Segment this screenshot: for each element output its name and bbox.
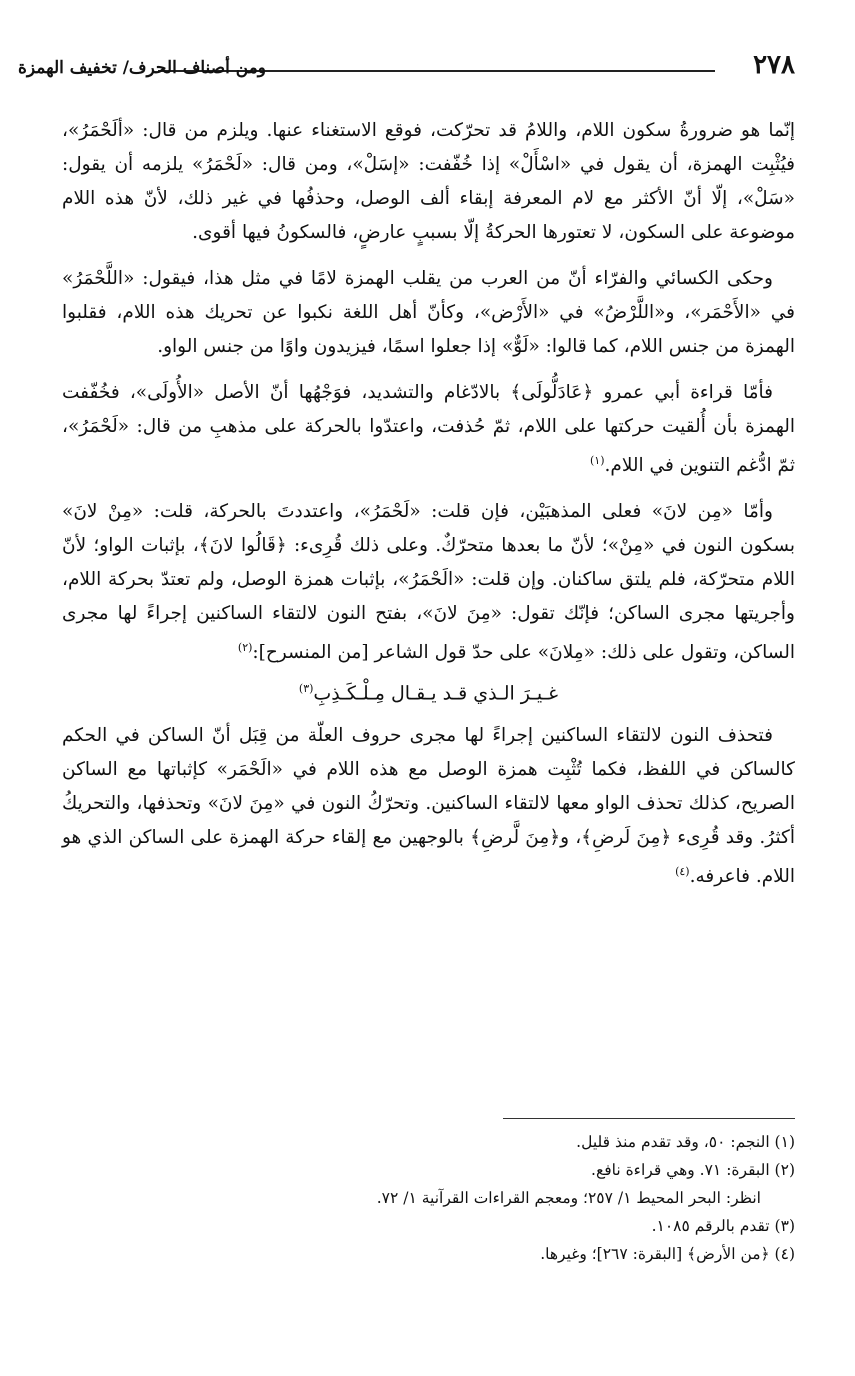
- footnote-ref-2: (٢): [237, 641, 253, 655]
- verse-text: غـيـرَ الـذي قـد يـقـال مِـلْـكَـذِبِ: [313, 682, 559, 705]
- running-header: [18, 46, 795, 86]
- paragraph-2: [62, 262, 795, 364]
- footnote-4: (٤) ﴿من الأرض﴾ [البقرة: ٢٦٧]؛ وغيرها.: [540, 1245, 795, 1263]
- paragraph-4: [62, 495, 795, 670]
- paragraph-3-text: فأمّا قراءة أبي عمرو ﴿عَادَلُّولَى﴾ بالادّغام والتشديد، فوَجْهُها أنّ الأصل «الأُولَى»، فخُفّفت الهمزة بأن أُلقيت حركتها على اللام، ثمّ حُذفت، واعتدّوا بالحركة على مذهبِ من قال: «لَحْمَرُ»، ثمّ ادُّغم التنوين في اللام.: [62, 382, 795, 477]
- paragraph-5: [62, 719, 795, 894]
- footnote-2-reference: انظر: البحر المحيط ١/ ٢٥٧؛ ومعجم القراءات القرآنية ١/ ٧٢.: [376, 1189, 761, 1207]
- main-text: [62, 114, 795, 906]
- paragraph-4-text: وأمّا «مِن لانَ» فعلى المذهبَيْن، فإن قلت: «لَحْمَرُ»، واعتددتَ بالحركة، قلت: «مِنْ لانَ» بسكون النون في «مِنْ»؛ لأنّ ما بعدها متحرّكٌ. وعلى ذلك قُرِىء: ﴿قَالُوا لانَ﴾، بإثبات الواو؛ لأنّ اللام متحرّكة، فلم يلتق ساكنان. وإن قلت: «الَحْمَرُ»، بإثبات همزة الوصل، ولم تعتدّ بحركة اللام، وأجريتها مجرى الساكن؛ فإنّك تقول: «مِنَ لانَ»، بفتح النون لالتقاء الساكنين إجراءً لها مجرى الساكن، وتقول على ذلك: «مِلانَ» على حدّ قول الشاعر [من المنسرح]:: [62, 501, 795, 664]
- paragraph-2-text: وحكى الكسائي والفرّاء أنّ من العرب من يقلب الهمزة لامًا في مثل هذا، فيقول: «اللَّحْمَرُ» في «الأَحْمَر»، و«اللَّرْضُ» في «الأَرْض»، وكأنّ أهل اللغة نكبوا عن تحريك هذه اللام، فقلبوا الهمزة من جنس اللام، كما قالوا: «لَوٌّ» إذا جعلوا اسمًا، فيزيدون واوًا من جنس الواو.: [62, 268, 795, 357]
- footnote-1: (١) النجم: ٥٠، وقد تقدم منذ قليل.: [576, 1133, 795, 1151]
- paragraph-1: [62, 114, 795, 250]
- poetry-verse: [62, 682, 795, 704]
- footnote-ref-1: (١): [589, 454, 605, 467]
- paragraph-3: [62, 376, 795, 483]
- paragraph-5-text: فتحذف النون لالتقاء الساكنين إجراءً لها مجرى حروف العلّة من قِبَل أنّ الساكن في الحكم كالساكن في اللفظ، فكما تُثْبِت همزة الوصل مع هذه اللام في «الَحْمَر» كإثباتها مع الساكن الصريح، كذلك تحذف الواو معها لالتقاء الساكنين. وتحرّكُ النون في «مِنَ لانَ» وتحذفها، والتحريكُ أكثرُ. وقد قُرِىء ﴿مِنَ لَرضِ﴾، و﴿مِنَ لَّرضِ﴾ بالوجهين مع إلقاء حركة الهمزة على الساكن الذي هو اللام. فاعرفه.: [62, 724, 795, 887]
- footnote-separator: [503, 1118, 795, 1119]
- footnotes: [62, 1128, 795, 1268]
- footnote-3: (٣) تقدم بالرقم ١٠٨٥.: [651, 1217, 795, 1235]
- footnote-ref-4: (٤): [675, 864, 690, 878]
- footnote-ref-3: (٣): [298, 682, 314, 696]
- footnote-2: (٢) البقرة: ٧١. وهي قراءة نافع.: [591, 1161, 795, 1179]
- page-number: ٢٧٨: [753, 50, 795, 80]
- paragraph-1-text: إنّما هو ضرورةُ سكون اللام، واللامُ قد تحرّكت، فوقع الاستغناء عنها. ويلزم من قال: «ألَحْمَرُ»، فيُثْبِت الهمزة، أن يقول في «اسْأَلْ» إذا خُفّفت: «إسَلْ»، ومن قال: «لَحْمَرُ» يلزمه أن يقول: «سَلْ»، إلّا أنّ الأكثر مع لام المعرفة إبقاء ألف الوصل، وحذفُها في غير ذلك، لأنّ هذه اللام موضوعة على السكون، لا تعتورها الحركةُ إلّا بسببٍ عارضٍ، فالسكونُ فيها أقوى.: [62, 120, 795, 243]
- chapter-title: ومن أصناف الحرف/ تخفيف الهمزة: [18, 58, 266, 78]
